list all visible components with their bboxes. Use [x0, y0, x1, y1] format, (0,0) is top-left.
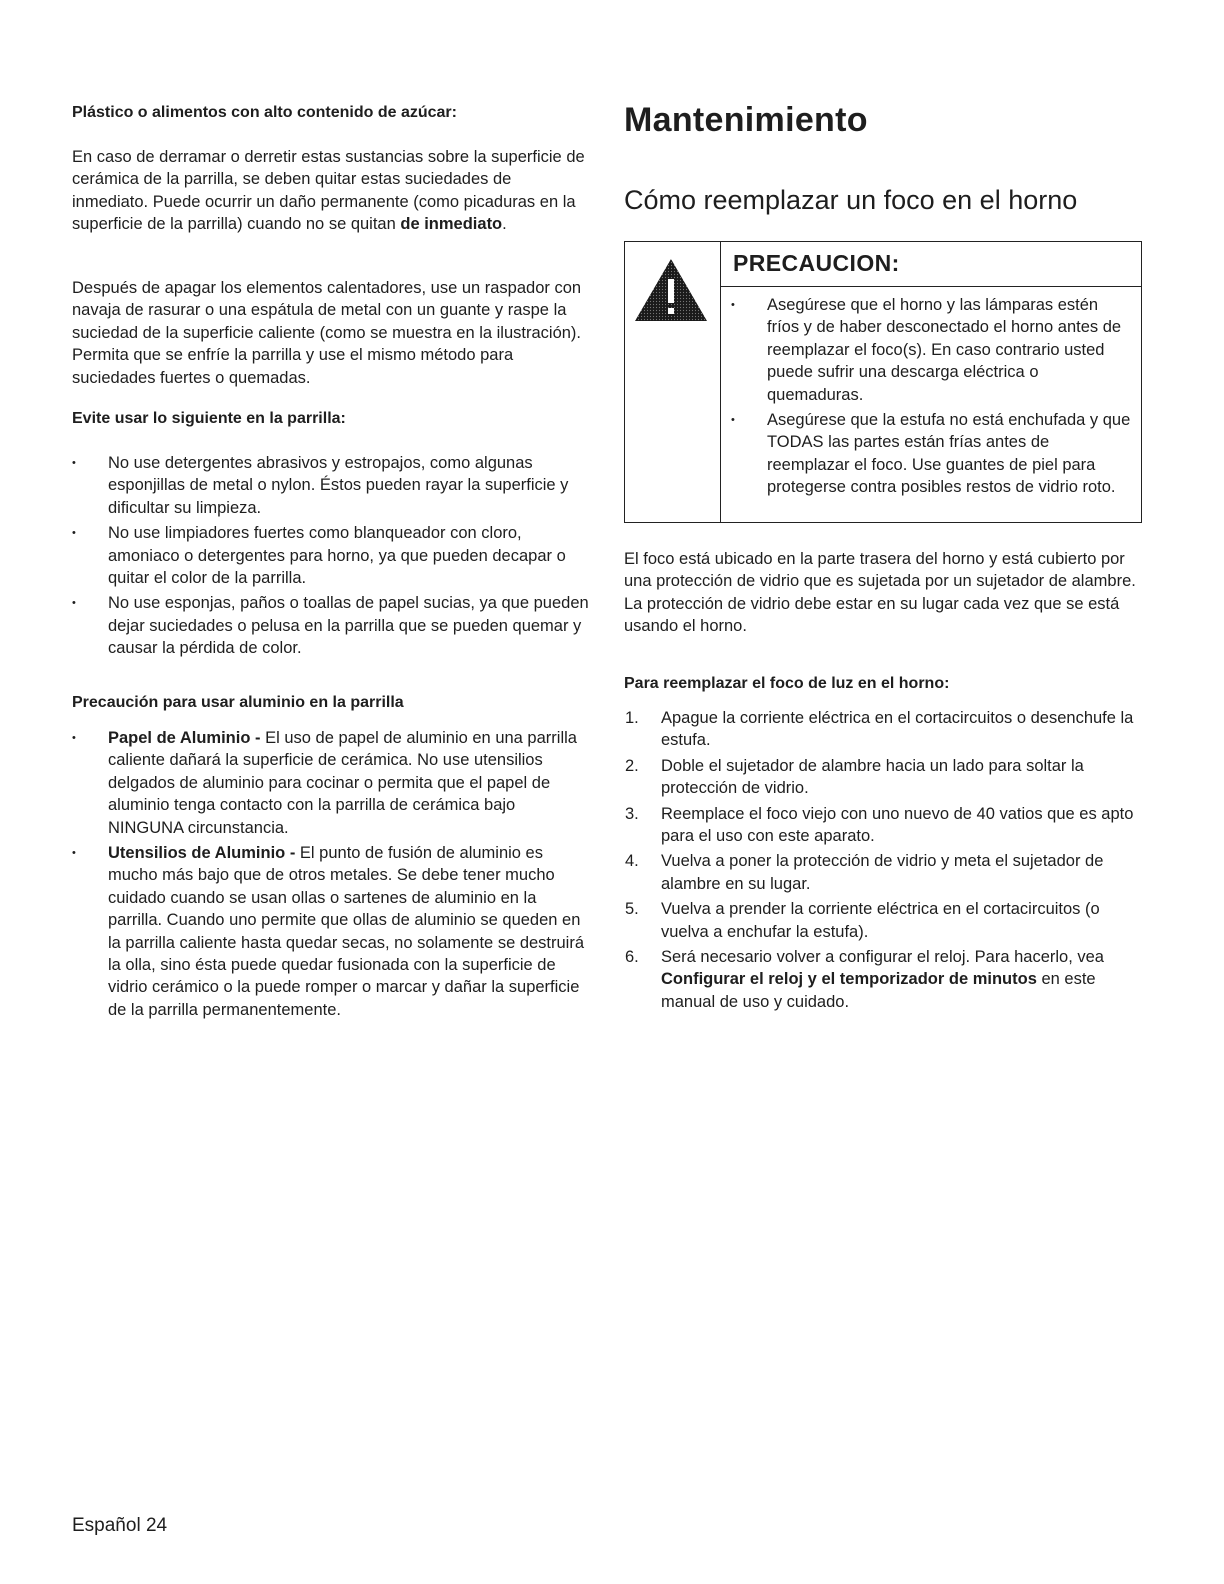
step-text: Reemplace el foco viejo con uno nuevo de 40 vatios que es apto para el uso con este aparato.	[661, 804, 1134, 846]
step-item	[624, 755, 1144, 800]
warning-item-text: Asegúrese que la estufa no está enchufada y que TODAS las partes están frías antes de reemplazar el foco. Use guantes de piel para protegerse contra posibles restos de vidrio roto.	[767, 411, 1131, 497]
heading-plastic: Plástico o alimentos con alto contenido de azúcar:	[72, 104, 457, 121]
warning-triangle-icon	[631, 255, 711, 327]
warning-item	[731, 409, 1131, 499]
step-text: Vuelva a prender la corriente eléctrica en el cortacircuitos (o vuelva a enchufar la estufa).	[661, 900, 1100, 941]
warning-list	[731, 294, 1131, 502]
step-text: Doble el sujetador de alambre hacia un lado para soltar la protección de vidrio.	[661, 756, 1084, 798]
step-text-end: en este manual de uso y cuidado.	[661, 970, 1096, 1011]
step-item	[624, 707, 1144, 752]
aluminum-item-label: Utensilios de Aluminio -	[108, 844, 300, 863]
warning-header-line	[720, 286, 1141, 287]
paragraph-plastic-bold: de inmediato	[400, 215, 503, 234]
aluminum-item-text: El punto de fusión de aluminio es mucho más bajo que de otros metales. Se debe tener mucho cuidado cuando se usan ollas o sartenes de aluminio en la parrilla. Cuando uno permite que ollas de aluminio se queden en la parrilla caliente hasta quedar secas, no solamente se destruirá la olla, sino ésta puede quedar fusionada con la superficie de vidrio cerámico o la puede romper o marcar y dañar la superficie de la parrilla permanentemente.	[108, 844, 585, 1019]
avoid-item	[72, 522, 590, 589]
step-text: Será necesario volver a configurar el reloj. Para hacerlo, vea	[661, 948, 1104, 967]
warning-item-text: Asegúrese que el horno y las lámparas estén fríos y de haber desconectado el horno antes de reemplazar el foco(s). En caso contrario usted puede sufrir una descarga eléctrica o quemaduras.	[767, 296, 1122, 404]
heading-aluminum: Precaución para usar aluminio en la parrilla	[72, 694, 404, 711]
step-number: 6.	[625, 948, 639, 967]
step-item	[624, 898, 1144, 943]
bullet: •	[72, 597, 76, 610]
steps-list	[624, 707, 1144, 1016]
aluminum-item	[72, 842, 590, 1021]
bullet: •	[72, 527, 76, 540]
page-title: Mantenimiento	[624, 101, 868, 139]
bullet: •	[731, 299, 735, 311]
page-footer: Español 24	[72, 1515, 168, 1536]
warning-divider	[720, 242, 721, 522]
bullet: •	[72, 847, 76, 860]
aluminum-item	[72, 727, 590, 839]
avoid-item-text: No use detergentes abrasivos y estropajos, como algunas esponjillas de metal o nylon. Éstos pueden rayar la superficie y dificultar su limpieza.	[108, 454, 569, 517]
paragraph-plastic	[72, 146, 587, 236]
paragraph-scraper: Después de apagar los elementos calentadores, use un raspador con navaja de rasurar o una espátula de metal con un guante y raspe la suciedad de la superficie caliente (como se muestra en la ilustración). Permita que se enfríe la parrilla y use el mismo método para suciedades fuertes o quemadas.	[72, 279, 582, 387]
avoid-list	[72, 452, 590, 663]
heading-replace: Para reemplazar el foco de luz en el horno:	[624, 675, 950, 692]
aluminum-item-text: El uso de papel de aluminio en una parrilla caliente dañará la superficie de cerámica. No use utensilios delgados de aluminio para cocinar o permita que el papel de aluminio tenga contacto con la parrilla de cerámica bajo NINGUNA circunstancia.	[108, 729, 577, 837]
heading-avoid: Evite usar lo siguiente en la parrilla:	[72, 410, 346, 427]
step-link-text: Configurar el reloj y el temporizador de minutos	[661, 970, 1037, 989]
warning-heading: PRECAUCION:	[733, 250, 900, 276]
step-number: 4.	[625, 852, 639, 871]
step-text: Vuelva a poner la protección de vidrio y meta el sujetador de alambre en su lugar.	[661, 852, 1104, 893]
step-number: 3.	[625, 804, 639, 823]
bullet: •	[72, 457, 76, 469]
aluminum-list	[72, 727, 590, 1024]
aluminum-item-label: Papel de Aluminio -	[108, 729, 266, 747]
bullet: •	[72, 732, 76, 744]
step-item	[624, 946, 1144, 1013]
warning-item	[731, 294, 1131, 406]
avoid-item	[72, 452, 590, 519]
bullet: •	[731, 414, 735, 427]
paragraph-plastic-end: .	[502, 215, 507, 234]
paragraph-location: El foco está ubicado en la parte trasera del horno y está cubierto por una protección de vidrio que es sujetada por un sujetador de alambre. La protección de vidrio debe estar en su lugar cada vez que se está usando el horno.	[624, 550, 1136, 636]
step-text: Apague la corriente eléctrica en el cortacircuitos o desenchufe la estufa.	[661, 709, 1134, 750]
step-item	[624, 803, 1144, 848]
avoid-item-text: No use limpiadores fuertes como blanqueador con cloro, amoniaco o detergentes para horno, ya que pueden decapar o quitar el color de la parrilla.	[108, 524, 566, 588]
warning-box	[624, 241, 1142, 523]
avoid-item	[72, 592, 590, 659]
section-title: Cómo reemplazar un foco en el horno	[624, 185, 1078, 215]
step-item	[624, 850, 1144, 895]
avoid-item-text: No use esponjas, paños o toallas de papel sucias, ya que pueden dejar suciedades o pelusa en la parrilla que se pueden quemar y causar la pérdida de color.	[108, 594, 589, 658]
step-number: 5.	[625, 900, 639, 919]
step-number: 2.	[625, 756, 639, 775]
step-number: 1.	[625, 709, 639, 727]
paragraph-plastic-text: En caso de derramar o derretir estas sustancias sobre la superficie de cerámica de la parrilla, se deben quitar estas suciedades de inmediato. Puede ocurrir un daño permanente (como picaduras en la superficie de la parrilla) cuando no se quitan	[72, 148, 585, 234]
